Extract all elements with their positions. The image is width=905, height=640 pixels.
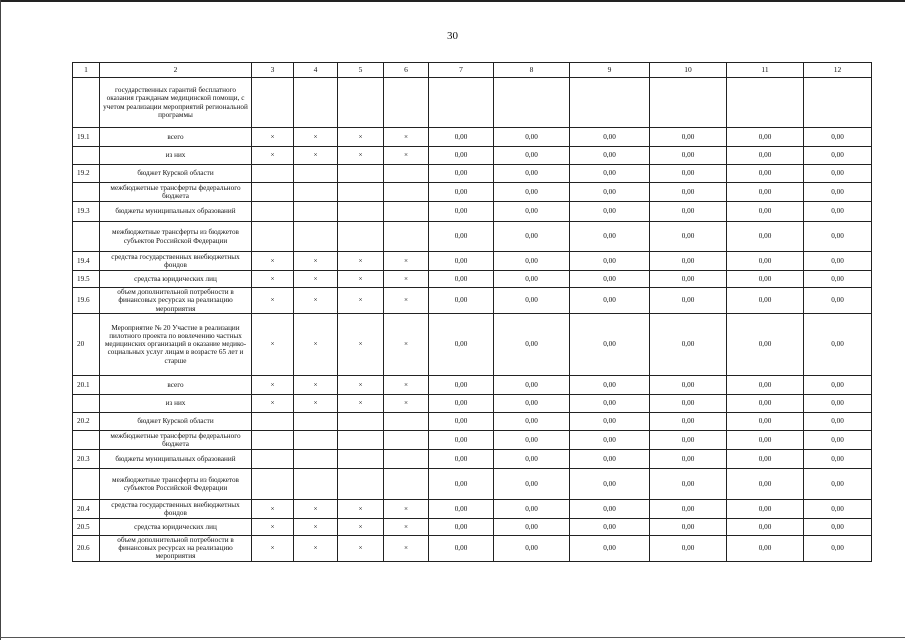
col5-cell: × [338,147,384,165]
row-name-cell: межбюджетные трансферты из бюджетов субъектов Российской Федерации [100,222,252,252]
col6-cell: × [384,128,429,147]
value-cell-col12: 0,00 [804,412,872,430]
col3-cell: × [252,271,294,288]
col5-cell [338,165,384,183]
value-cell-col7: 0,00 [429,468,494,499]
col4-cell: × [294,535,338,561]
row-number-cell: 20.6 [73,535,100,561]
row-number-cell: 19.1 [73,128,100,147]
col3-cell: × [252,288,294,314]
row-name-cell: межбюджетные трансферты федерального бюджета [100,183,252,202]
value-cell-col10 [650,78,727,128]
row-number-cell [73,468,100,499]
value-cell-col10: 0,00 [650,499,727,518]
col3-cell: × [252,518,294,535]
column-header: 1 [73,63,100,78]
row-number-cell [73,147,100,165]
value-cell-col9: 0,00 [570,468,650,499]
col4-cell [294,183,338,202]
value-cell-col12: 0,00 [804,518,872,535]
col5-cell [338,468,384,499]
col4-cell [294,412,338,430]
column-header: 7 [429,63,494,78]
row-number-cell [73,222,100,252]
col3-cell [252,449,294,468]
col4-cell: × [294,313,338,375]
value-cell-col7: 0,00 [429,147,494,165]
table-row [73,430,872,449]
col6-cell [384,202,429,222]
col5-cell: × [338,313,384,375]
column-header: 4 [294,63,338,78]
col5-cell: × [338,288,384,314]
col6-cell: × [384,271,429,288]
col6-cell: × [384,147,429,165]
row-number-cell: 20.5 [73,518,100,535]
value-cell-col9: 0,00 [570,271,650,288]
col6-cell: × [384,313,429,375]
value-cell-col8: 0,00 [494,183,570,202]
value-cell-col12: 0,00 [804,430,872,449]
col5-cell: × [338,375,384,394]
row-number-cell: 19.3 [73,202,100,222]
value-cell-col7: 0,00 [429,499,494,518]
value-cell-col11: 0,00 [727,271,804,288]
col6-cell: × [384,535,429,561]
col3-cell [252,412,294,430]
table-row [73,147,872,165]
col6-cell [384,430,429,449]
table-row [73,202,872,222]
value-cell-col9: 0,00 [570,430,650,449]
col5-cell [338,412,384,430]
value-cell-col9: 0,00 [570,252,650,271]
row-name-cell: средства государственных внебюджетных фондов [100,499,252,518]
row-name-cell: бюджеты муниципальных образований [100,449,252,468]
value-cell-col11: 0,00 [727,165,804,183]
table-row [73,252,872,271]
value-cell-col11: 0,00 [727,313,804,375]
col6-cell: × [384,252,429,271]
row-number-cell: 20.4 [73,499,100,518]
value-cell-col11: 0,00 [727,518,804,535]
col3-cell [252,202,294,222]
col4-cell: × [294,271,338,288]
value-cell-col9: 0,00 [570,128,650,147]
value-cell-col8: 0,00 [494,288,570,314]
value-cell-col10: 0,00 [650,128,727,147]
value-cell-col8: 0,00 [494,128,570,147]
value-cell-col7: 0,00 [429,430,494,449]
col3-cell: × [252,535,294,561]
col4-cell: × [294,147,338,165]
table-row [73,449,872,468]
value-cell-col11: 0,00 [727,222,804,252]
col6-cell: × [384,375,429,394]
col5-cell: × [338,128,384,147]
col4-cell: × [294,375,338,394]
scan-top-edge [0,0,905,2]
value-cell-col8: 0,00 [494,165,570,183]
col3-cell [252,165,294,183]
value-cell-col10: 0,00 [650,222,727,252]
col6-cell [384,222,429,252]
value-cell-col7: 0,00 [429,449,494,468]
col5-cell [338,430,384,449]
value-cell-col11: 0,00 [727,128,804,147]
value-cell-col12: 0,00 [804,252,872,271]
col6-cell: × [384,394,429,412]
value-cell-col9: 0,00 [570,499,650,518]
value-cell-col12: 0,00 [804,499,872,518]
column-header: 6 [384,63,429,78]
col3-cell: × [252,128,294,147]
row-name-cell: всего [100,375,252,394]
scan-bottom-edge [0,637,905,638]
value-cell-col8: 0,00 [494,430,570,449]
col6-cell: × [384,288,429,314]
value-cell-col8 [494,78,570,128]
value-cell-col12: 0,00 [804,128,872,147]
value-cell-col8: 0,00 [494,449,570,468]
value-cell-col8: 0,00 [494,271,570,288]
value-cell-col11: 0,00 [727,468,804,499]
value-cell-col8: 0,00 [494,518,570,535]
row-name-cell: государственных гарантий бесплатного оказания гражданам медицинской помощи, с учетом реализации мероприятий региональной программы [100,78,252,128]
table-row [73,288,872,314]
col6-cell [384,78,429,128]
value-cell-col10: 0,00 [650,183,727,202]
value-cell-col11 [727,78,804,128]
col3-cell [252,222,294,252]
col5-cell: × [338,271,384,288]
table-row [73,313,872,375]
value-cell-col12: 0,00 [804,449,872,468]
row-name-cell: бюджеты муниципальных образований [100,202,252,222]
value-cell-col11: 0,00 [727,449,804,468]
value-cell-col10: 0,00 [650,165,727,183]
column-header: 10 [650,63,727,78]
value-cell-col7 [429,78,494,128]
row-number-cell: 20.1 [73,375,100,394]
row-name-cell: средства государственных внебюджетных фондов [100,252,252,271]
table-row [73,412,872,430]
scan-left-edge [0,0,1,640]
value-cell-col12: 0,00 [804,183,872,202]
value-cell-col7: 0,00 [429,183,494,202]
table-row [73,183,872,202]
column-header: 9 [570,63,650,78]
col5-cell [338,449,384,468]
col5-cell: × [338,394,384,412]
row-name-cell: бюджет Курской области [100,165,252,183]
row-number-cell [73,430,100,449]
value-cell-col9: 0,00 [570,147,650,165]
col3-cell: × [252,252,294,271]
value-cell-col12: 0,00 [804,313,872,375]
col3-cell [252,183,294,202]
value-cell-col7: 0,00 [429,252,494,271]
col6-cell: × [384,518,429,535]
value-cell-col10: 0,00 [650,288,727,314]
value-cell-col12: 0,00 [804,165,872,183]
value-cell-col8: 0,00 [494,147,570,165]
value-cell-col12 [804,78,872,128]
value-cell-col8: 0,00 [494,222,570,252]
table-row [73,394,872,412]
value-cell-col7: 0,00 [429,535,494,561]
col4-cell: × [294,499,338,518]
value-cell-col9: 0,00 [570,412,650,430]
row-name-cell: Мероприятие № 20 Участие в реализации пилотного проекта по вовлечению частных медицинских организаций в оказание медико-социальных услуг лицам в возрасте 65 лет и старше [100,313,252,375]
col3-cell: × [252,394,294,412]
value-cell-col10: 0,00 [650,147,727,165]
col4-cell: × [294,128,338,147]
value-cell-col10: 0,00 [650,202,727,222]
value-cell-col7: 0,00 [429,375,494,394]
row-name-cell: межбюджетные трансферты из бюджетов субъектов Российской Федерации [100,468,252,499]
value-cell-col7: 0,00 [429,128,494,147]
value-cell-col7: 0,00 [429,518,494,535]
value-cell-col7: 0,00 [429,202,494,222]
value-cell-col8: 0,00 [494,313,570,375]
row-name-cell: межбюджетные трансферты федерального бюджета [100,430,252,449]
col5-cell: × [338,499,384,518]
col6-cell: × [384,499,429,518]
table-body [73,78,872,562]
col6-cell [384,449,429,468]
value-cell-col9: 0,00 [570,288,650,314]
column-header: 11 [727,63,804,78]
value-cell-col10: 0,00 [650,449,727,468]
value-cell-col7: 0,00 [429,222,494,252]
row-name-cell: средства юридических лиц [100,518,252,535]
value-cell-col10: 0,00 [650,430,727,449]
col6-cell [384,183,429,202]
value-cell-col11: 0,00 [727,183,804,202]
row-number-cell: 19.5 [73,271,100,288]
row-number-cell: 19.4 [73,252,100,271]
value-cell-col9: 0,00 [570,165,650,183]
value-cell-col12: 0,00 [804,288,872,314]
value-cell-col10: 0,00 [650,252,727,271]
row-number-cell [73,183,100,202]
column-header: 2 [100,63,252,78]
col5-cell: × [338,518,384,535]
value-cell-col11: 0,00 [727,430,804,449]
value-cell-col9: 0,00 [570,183,650,202]
row-name-cell: объем дополнительной потребности в финансовых ресурсах на реализацию мероприятия [100,288,252,314]
table-row [73,271,872,288]
value-cell-col8: 0,00 [494,202,570,222]
page-number: 30 [447,30,458,42]
value-cell-col9: 0,00 [570,518,650,535]
col5-cell: × [338,535,384,561]
col3-cell: × [252,147,294,165]
value-cell-col12: 0,00 [804,468,872,499]
col4-cell [294,430,338,449]
table-row [73,128,872,147]
value-cell-col9 [570,78,650,128]
value-cell-col12: 0,00 [804,535,872,561]
value-cell-col7: 0,00 [429,412,494,430]
value-cell-col10: 0,00 [650,535,727,561]
value-cell-col11: 0,00 [727,412,804,430]
col4-cell: × [294,394,338,412]
row-name-cell: бюджет Курской области [100,412,252,430]
col4-cell: × [294,252,338,271]
col5-cell [338,202,384,222]
col4-cell [294,165,338,183]
col5-cell [338,222,384,252]
value-cell-col10: 0,00 [650,468,727,499]
value-cell-col7: 0,00 [429,313,494,375]
col4-cell [294,78,338,128]
value-cell-col8: 0,00 [494,394,570,412]
col4-cell [294,468,338,499]
value-cell-col11: 0,00 [727,499,804,518]
value-cell-col11: 0,00 [727,202,804,222]
value-cell-col12: 0,00 [804,202,872,222]
value-cell-col9: 0,00 [570,375,650,394]
column-header: 3 [252,63,294,78]
col6-cell [384,165,429,183]
column-header: 8 [494,63,570,78]
col3-cell [252,468,294,499]
value-cell-col10: 0,00 [650,412,727,430]
col4-cell: × [294,288,338,314]
row-name-cell: объем дополнительной потребности в финансовых ресурсах на реализацию мероприятия [100,535,252,561]
value-cell-col9: 0,00 [570,222,650,252]
table-row [73,518,872,535]
value-cell-col10: 0,00 [650,394,727,412]
value-cell-col10: 0,00 [650,518,727,535]
value-cell-col11: 0,00 [727,375,804,394]
col4-cell [294,449,338,468]
value-cell-col7: 0,00 [429,271,494,288]
value-cell-col10: 0,00 [650,375,727,394]
value-cell-col9: 0,00 [570,394,650,412]
value-cell-col12: 0,00 [804,271,872,288]
col3-cell: × [252,313,294,375]
value-cell-col8: 0,00 [494,499,570,518]
col6-cell [384,412,429,430]
value-cell-col12: 0,00 [804,375,872,394]
table-row [73,468,872,499]
col6-cell [384,468,429,499]
table-row [73,222,872,252]
col5-cell: × [338,252,384,271]
value-cell-col11: 0,00 [727,288,804,314]
value-cell-col12: 0,00 [804,222,872,252]
row-number-cell: 20.2 [73,412,100,430]
row-number-cell: 20.3 [73,449,100,468]
row-number-cell: 19.6 [73,288,100,314]
row-name-cell: всего [100,128,252,147]
value-cell-col8: 0,00 [494,252,570,271]
col4-cell [294,222,338,252]
value-cell-col12: 0,00 [804,394,872,412]
value-cell-col12: 0,00 [804,147,872,165]
value-cell-col8: 0,00 [494,535,570,561]
value-cell-col7: 0,00 [429,394,494,412]
col3-cell [252,430,294,449]
value-cell-col9: 0,00 [570,313,650,375]
table-row [73,499,872,518]
value-cell-col10: 0,00 [650,271,727,288]
value-cell-col9: 0,00 [570,202,650,222]
row-name-cell: из них [100,394,252,412]
value-cell-col9: 0,00 [570,449,650,468]
col3-cell: × [252,499,294,518]
table-row [73,78,872,128]
row-number-cell [73,394,100,412]
row-name-cell: из них [100,147,252,165]
col4-cell: × [294,518,338,535]
column-number-row [73,63,872,78]
value-cell-col11: 0,00 [727,147,804,165]
table-row [73,165,872,183]
value-cell-col8: 0,00 [494,375,570,394]
col5-cell [338,183,384,202]
row-number-cell [73,78,100,128]
col5-cell [338,78,384,128]
column-header: 5 [338,63,384,78]
row-number-cell: 20 [73,313,100,375]
table-row [73,375,872,394]
value-cell-col7: 0,00 [429,165,494,183]
column-header: 12 [804,63,872,78]
col4-cell [294,202,338,222]
row-name-cell: средства юридических лиц [100,271,252,288]
value-cell-col11: 0,00 [727,252,804,271]
value-cell-col11: 0,00 [727,535,804,561]
value-cell-col8: 0,00 [494,468,570,499]
value-cell-col9: 0,00 [570,535,650,561]
col3-cell: × [252,375,294,394]
value-cell-col7: 0,00 [429,288,494,314]
value-cell-col11: 0,00 [727,394,804,412]
table-row [73,535,872,561]
row-number-cell: 19.2 [73,165,100,183]
col3-cell [252,78,294,128]
budget-table [72,62,872,562]
value-cell-col8: 0,00 [494,412,570,430]
value-cell-col10: 0,00 [650,313,727,375]
